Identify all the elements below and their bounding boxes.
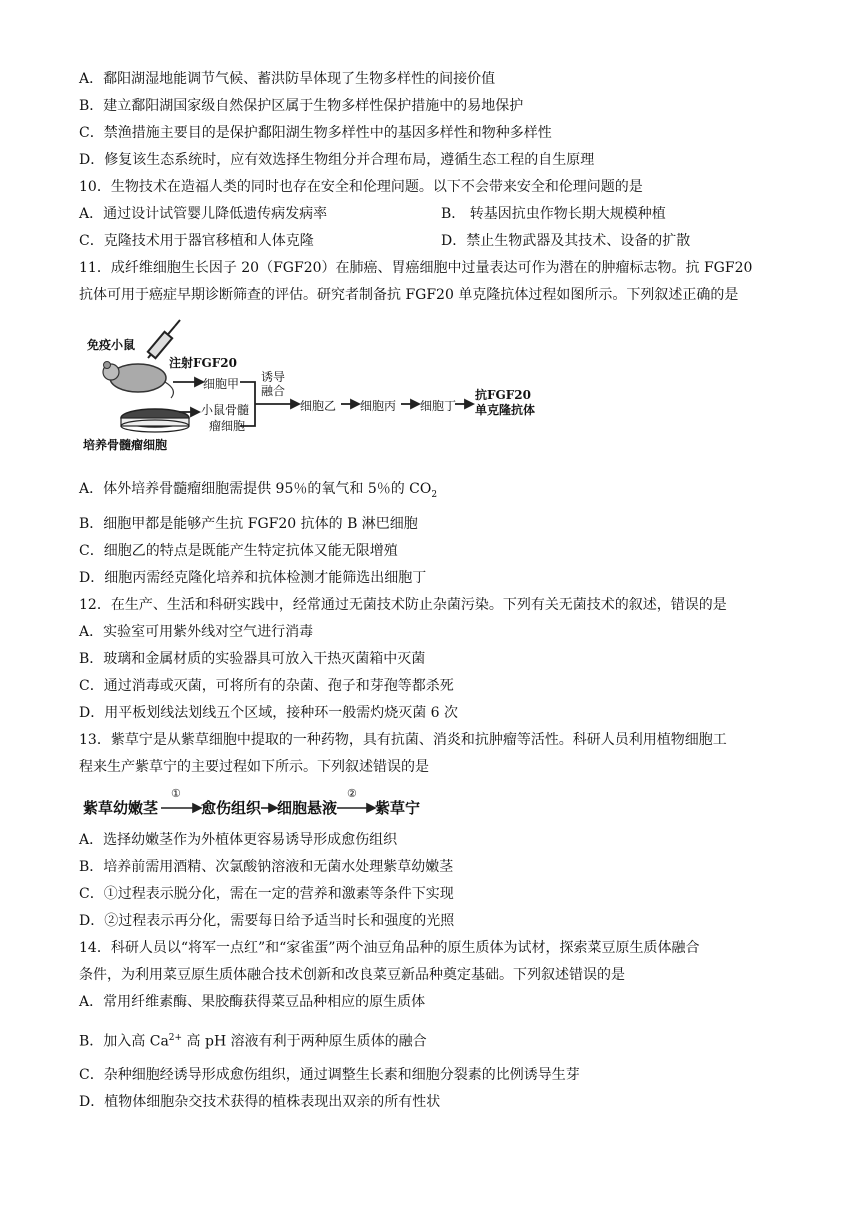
q14-option-b: B．加入高 $Ca^{2+}$ 高 pH 溶液有利于两种原生质体的融合 bbox=[79, 1033, 427, 1050]
q14-option-a: A．常用纤维素酶、果胶酶获得菜豆品种相应的原生质体 bbox=[79, 994, 426, 1010]
q10-option-a: A．通过设计试管婴儿降低遗传病发病率 bbox=[79, 206, 328, 222]
q13-stem-line1: 13．紫草宁是从紫草细胞中提取的一种药物，具有抗菌、消炎和抗肿瘤等活性。科研人员利用植物细胞工 bbox=[79, 732, 727, 748]
label-monoclonal-antibody: 抗FGF20 单克隆抗体 bbox=[475, 388, 536, 417]
label-cell-c: 细胞丙 bbox=[360, 399, 397, 413]
q11-diagram bbox=[83, 318, 538, 458]
q11-option-a: A．体外培养骨髓瘤细胞需提供 95％的氧气和 5％的 $CO_2$ bbox=[79, 481, 438, 500]
q13-option-c: C．①过程表示脱分化，需在一定的营养和激素等条件下实现 bbox=[79, 886, 454, 902]
label-myeloma: 小鼠骨髓 瘤细胞 bbox=[201, 403, 250, 433]
q12-stem: 12．在生产、生活和科研实践中，经常通过无菌技术防止杂菌污染。下列有关无菌技术的叙述，错误的是 bbox=[79, 597, 727, 613]
label-induce-fusion: 诱导 融合 bbox=[261, 370, 286, 398]
q12-option-b: B．玻璃和金属材质的实验器具可放入干热灭菌箱中灭菌 bbox=[79, 651, 426, 667]
q10-option-b: B． 转基因抗虫作物长期大规模种植 bbox=[441, 206, 666, 222]
label-cell-a: 细胞甲 bbox=[203, 377, 240, 391]
q12-option-a: A．实验室可用紫外线对空气进行消毒 bbox=[79, 624, 314, 640]
q11-option-c: C．细胞乙的特点是既能产生特定抗体又能无限增殖 bbox=[79, 543, 398, 559]
q13-option-d: D．②过程表示再分化，需要每日给予适当时长和强度的光照 bbox=[79, 913, 455, 929]
label-culture-myeloma: 培养骨髓瘤细胞 bbox=[83, 438, 168, 452]
q9-option-c: C．禁渔措施主要目的是保护鄱阳湖生物多样性中的基因多样性和物种多样性 bbox=[79, 125, 552, 141]
q13-stem-line2: 程来生产紫草宁的主要过程如下所示。下列叙述错误的是 bbox=[79, 759, 429, 775]
q11-stem-line2: 抗体可用于癌症早期诊断筛查的评估。研究者制备抗 FGF20 单克隆抗体过程如图所示。下列叙述正确的是 bbox=[79, 287, 739, 303]
q14-stem-line1: 14．科研人员以“将军一点红”和“家雀蛋”两个油豆角品种的原生质体为试材，探索菜豆原生质体融合 bbox=[79, 940, 700, 956]
q9-option-a: A．鄱阳湖湿地能调节气候、蓄洪防旱体现了生物多样性的间接价值 bbox=[79, 71, 496, 87]
flow-step-stem: 紫草幼嫩茎 bbox=[83, 799, 159, 817]
q12-option-c: C．通过消毒或灭菌，可将所有的杂菌、孢子和芽孢等都杀死 bbox=[79, 678, 454, 694]
q10-option-c: C．克隆技术用于器官移植和人体克隆 bbox=[79, 233, 314, 249]
q10-stem: 10．生物技术在造福人类的同时也存在安全和伦理问题。以下不会带来安全和伦理问题的是 bbox=[79, 179, 643, 195]
q14-option-d: D．植物体细胞杂交技术获得的植株表现出双亲的所有性状 bbox=[79, 1094, 441, 1110]
label-cell-b: 细胞乙 bbox=[300, 399, 337, 413]
flow-step-suspension: 细胞悬液 bbox=[277, 799, 338, 817]
mouse-icon bbox=[103, 362, 173, 399]
flow-step-shikonin: 紫草宁 bbox=[375, 799, 421, 817]
q12-option-d: D．用平板划线法划线五个区域，接种环一般需灼烧灭菌 6 次 bbox=[79, 705, 459, 721]
q9-option-d: D．修复该生态系统时，应有效选择生物组分并合理布局，遵循生态工程的自生原理 bbox=[79, 152, 595, 168]
flow-marker-1: ① bbox=[171, 787, 181, 800]
q14-stem-line2: 条件，为利用菜豆原生质体融合技术创新和改良菜豆新品种奠定基础。下列叙述错误的是 bbox=[79, 967, 625, 983]
q11-option-d: D．细胞丙需经克隆化培养和抗体检测才能筛选出细胞丁 bbox=[79, 570, 427, 586]
q13-flow-diagram bbox=[83, 787, 463, 822]
culture-dish-icon bbox=[121, 409, 189, 432]
syringe-icon bbox=[148, 320, 180, 358]
q10-option-d: D．禁止生物武器及其技术、设备的扩散 bbox=[441, 233, 691, 249]
flow-marker-2: ② bbox=[347, 787, 357, 800]
label-inject: 注射FGF20 bbox=[169, 356, 237, 370]
label-immune-mouse: 免疫小鼠 bbox=[87, 338, 136, 352]
q11-option-b: B．细胞甲都是能够产生抗 FGF20 抗体的 B 淋巴细胞 bbox=[79, 516, 418, 532]
q14-option-c: C．杂种细胞经诱导形成愈伤组织，通过调整生长素和细胞分裂素的比例诱导生芽 bbox=[79, 1067, 580, 1083]
q11-stem-line1: 11．成纤维细胞生长因子 20（FGF20）在肺癌、胃癌细胞中过量表达可作为潜在的肿瘤标志物。抗 FGF20 bbox=[79, 260, 753, 276]
label-cell-d: 细胞丁 bbox=[420, 399, 457, 413]
flow-step-callus: 愈伤组织 bbox=[201, 799, 262, 817]
q9-option-b: B．建立鄱阳湖国家级自然保护区属于生物多样性保护措施中的易地保护 bbox=[79, 98, 524, 114]
q13-option-b: B．培养前需用酒精、次氯酸钠溶液和无菌水处理紫草幼嫩茎 bbox=[79, 859, 454, 875]
q13-option-a: A．选择幼嫩茎作为外植体更容易诱导形成愈伤组织 bbox=[79, 832, 398, 848]
